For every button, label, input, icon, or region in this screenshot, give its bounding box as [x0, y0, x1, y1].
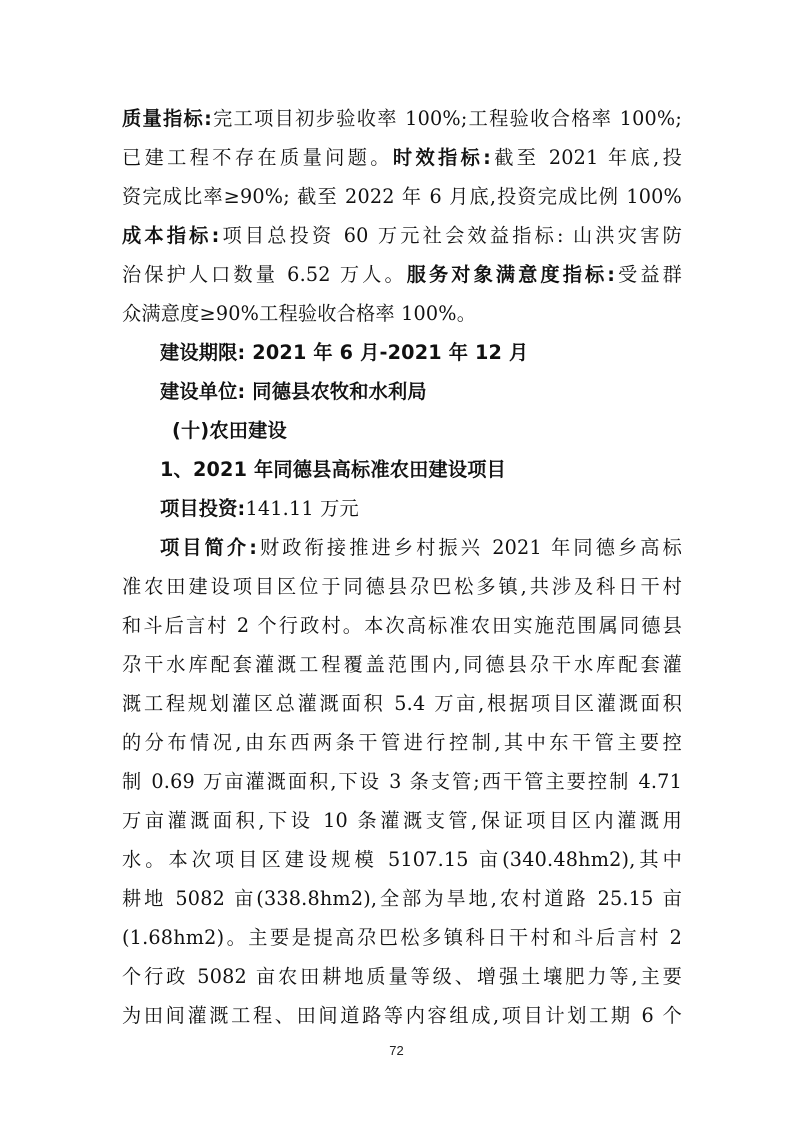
- quality-indicator-line: [122, 107, 682, 131]
- timeliness-indicator-text: 截至 2021 年底,投: [491, 146, 682, 169]
- investment-ratio-text: 资完成比率≥90%; 截至 2022 年 6 月底,投资完成比例 100%: [122, 185, 682, 208]
- intro-text: 财政衔接推进乡村振兴 2021 年同德乡高标: [257, 536, 682, 559]
- investment-ratio-line: [122, 185, 682, 209]
- intro-paragraph-line: 水。本次项目区建设规模 5107.15 亩(340.48hm2),其中: [122, 848, 682, 871]
- intro-paragraph-line: 尕干水库配套灌溉工程覆盖范围内,同德县尕干水库配套灌: [122, 653, 682, 676]
- intro-paragraph-line: 万亩灌溉面积,下设 10 条灌溉支管,保证项目区内灌溉用: [122, 809, 682, 832]
- intro-paragraph-line: 的分布情况,由东西两条干管进行控制,其中东干管主要控: [122, 731, 682, 754]
- quality-indicator-text: 完工项目初步验收率 100%;工程验收合格率 100%;: [211, 107, 682, 130]
- intro-paragraph-line: 耕地 5082 亩(338.8hm2),全部为旱地,农村道路 25.15 亩: [122, 887, 682, 910]
- satisfaction-rate-text: 众满意度≥90%工程验收合格率 100%。: [122, 302, 477, 325]
- service-satisfaction-text: 受益群: [615, 263, 682, 286]
- intro-paragraph-line: 准农田建设项目区位于同德县尕巴松多镇,共涉及科日干村: [122, 575, 682, 598]
- page-number: 72: [389, 1043, 404, 1058]
- protected-population-text: 治保护人口数量 6.52 万人。: [122, 263, 407, 286]
- cost-indicator-line: [122, 224, 682, 248]
- quality-indicator-label: 质量指标:: [122, 107, 212, 130]
- timeliness-indicator-line: [122, 146, 682, 170]
- service-satisfaction-line: [122, 263, 682, 287]
- project-investment-label: 项目投资:: [160, 497, 246, 520]
- project-investment-value: 141.11 万元: [245, 497, 359, 520]
- construction-unit: 建设单位: 同德县农牧和水利局: [160, 380, 427, 403]
- cost-indicator-text: 项目总投资 60 万元社会效益指标: 山洪灾害防: [219, 224, 682, 247]
- intro-paragraph-line: 和斗后言村 2 个行政村。本次高标准农田实施范围属同德县: [122, 614, 682, 637]
- intro-paragraph-line: 为田间灌溉工程、田间道路等内容组成,项目计划工期 6 个: [122, 1004, 682, 1027]
- section-heading: (十)农田建设: [172, 419, 287, 442]
- intro-paragraph-line: 溉工程规划灌区总灌溉面积 5.4 万亩,根据项目区灌溉面积: [122, 692, 682, 715]
- intro-paragraph-line: 制 0.69 万亩灌溉面积,下设 3 条支管;西干管主要控制 4.71: [122, 770, 682, 793]
- timeliness-indicator-label: 时效指标:: [392, 146, 492, 169]
- project-intro-line: [160, 536, 682, 560]
- service-satisfaction-label: 服务对象满意度指标:: [406, 263, 616, 286]
- construction-period: 建设期限: 2021 年 6 月-2021 年 12 月: [160, 341, 529, 364]
- project-investment-line: [160, 497, 682, 521]
- intro-paragraph-line: 个行政 5082 亩农田耕地质量等级、增强土壤肥力等,主要: [122, 965, 682, 988]
- satisfaction-rate-line: [122, 302, 682, 326]
- project-title: 1、2021 年同德县高标准农田建设项目: [160, 458, 507, 481]
- cost-indicator-label: 成本指标:: [122, 224, 220, 247]
- quality-problem-text: 已建工程不存在质量问题。: [122, 146, 393, 169]
- project-intro-label: 项目简介:: [160, 536, 258, 559]
- intro-paragraph-line: (1.68hm2)。主要是提高尕巴松多镇科日干村和斗后言村 2: [122, 926, 682, 949]
